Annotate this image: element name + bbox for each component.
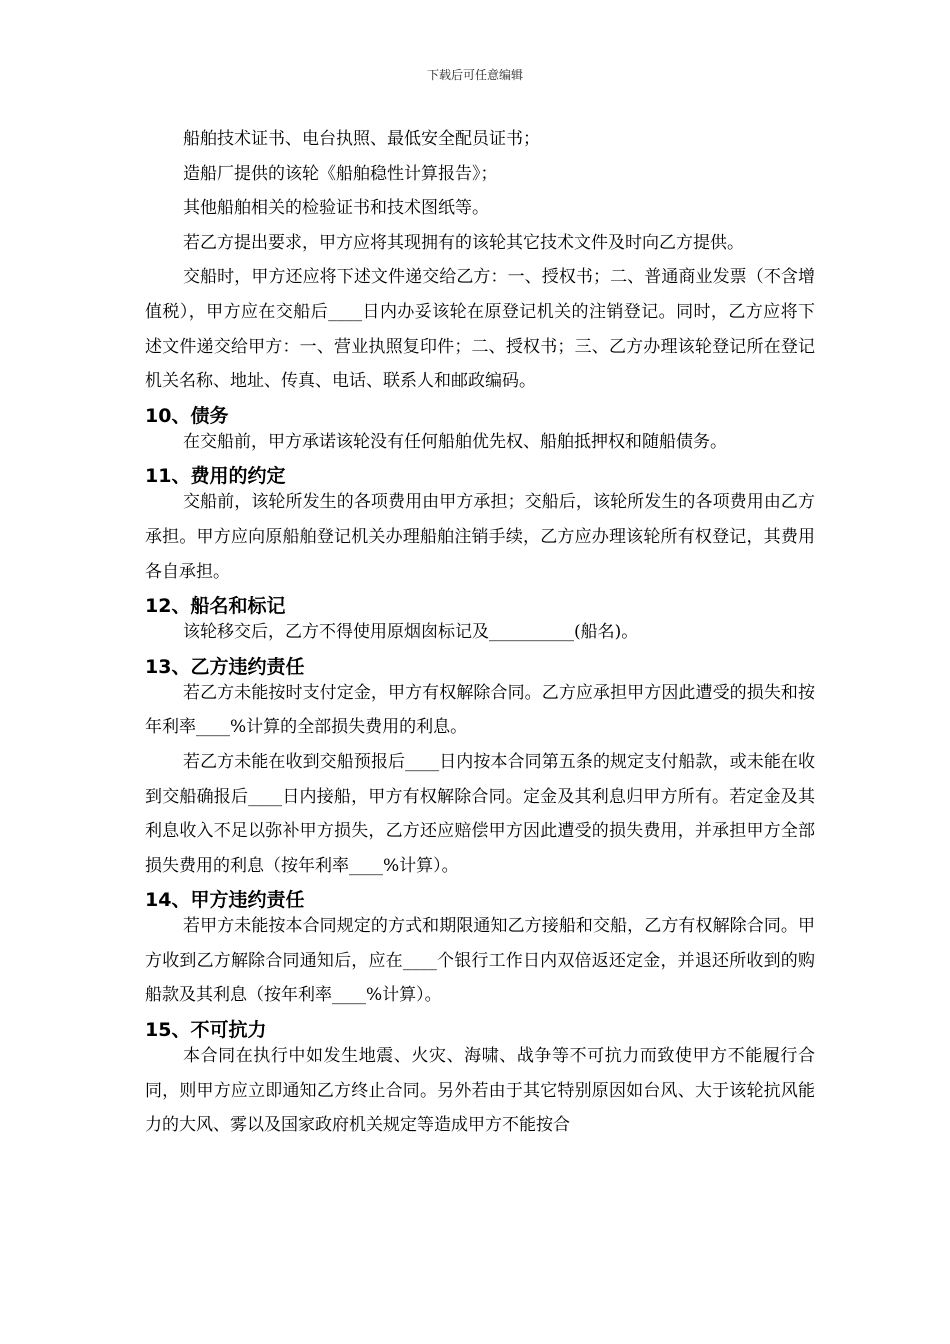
section-heading-ship-name: 12、船名和标记 [145, 595, 286, 618]
section-heading-buyer-breach: 13、乙方违约责任 [145, 655, 305, 678]
document-body [145, 122, 815, 1143]
section-heading-seller-breach: 14、甲方违约责任 [145, 889, 305, 912]
paragraph: 若乙方未能按时支付定金，甲方有权解除合同。乙方应承担甲方因此遭受的损失和按年利率____%计算的全部损失费用的利息。 [145, 682, 815, 738]
section-heading-debt: 10、债务 [145, 404, 229, 427]
paragraph: 其他船舶相关的检验证书和技术图纸等。 [183, 198, 489, 219]
paragraph: 造船厂提供的该轮《船舶稳性计算报告》； [183, 163, 498, 184]
paragraph: 若乙方未能在收到交船预报后____日内按本合同第五条的规定支付船款，或未能在收到交船确报后____日内接船，甲方有权解除合同。定金及其利息归甲方所有。若定金及其利息收入不足以弥补甲方损失，乙方还应赔偿甲方因此遭受的损失费用，并承担甲方全部损失费用的利息（按年利率____%计算）。 [145, 751, 815, 876]
paragraph: 交船前，该轮所发生的各项费用由甲方承担；交船后，该轮所发生的各项费用由乙方承担。甲方应向原船舶登记机关办理船舶注销手续，乙方应办理该轮所有权登记，其费用各自承担。 [145, 492, 815, 582]
section-heading-force-majeure: 15、不可抗力 [145, 1019, 267, 1042]
page-header: 下载后可任意编辑 [426, 68, 523, 82]
paragraph: 交船时，甲方还应将下述文件递交给乙方：一、授权书；二、普通商业发票（不含增值税），甲方应在交船后____日内办妥该轮在原登记机关的注销登记。同时，乙方应将下述文件递交给甲方：一、营业执照复印件；二、授权书；三、乙方办理该轮登记所在登记机关名称、地址、传真、电话、联系人和邮政编码。 [145, 267, 815, 392]
section-heading-fees: 11、费用的约定 [145, 465, 286, 488]
paragraph: 在交船前，甲方承诺该轮没有任何船舶优先权、船舶抵押权和随船债务。 [183, 431, 727, 452]
paragraph: 若乙方提出要求，甲方应将其现拥有的该轮其它技术文件及时向乙方提供。 [183, 232, 744, 253]
paragraph: 船舶技术证书、电台执照、最低安全配员证书； [183, 129, 540, 149]
paragraph: 若甲方未能按本合同规定的方式和期限通知乙方接船和交船，乙方有权解除合同。甲方收到乙方解除合同通知后，应在____个银行工作日内双倍返还定金，并退还所收到的购船款及其利息（按年利率____%计算）。 [145, 916, 815, 1006]
paragraph: 本合同在执行中如发生地震、火灾、海啸、战争等不可抗力而致使甲方不能履行合同，则甲方应立即通知乙方终止合同。另外若由于其它特别原因如台风、大于该轮抗风能力的大风、雾以及国家政府机关规定等造成甲方不能按合 [145, 1046, 815, 1136]
paragraph: 该轮移交后，乙方不得使用原烟囱标记及__________(船名)。 [183, 622, 639, 643]
